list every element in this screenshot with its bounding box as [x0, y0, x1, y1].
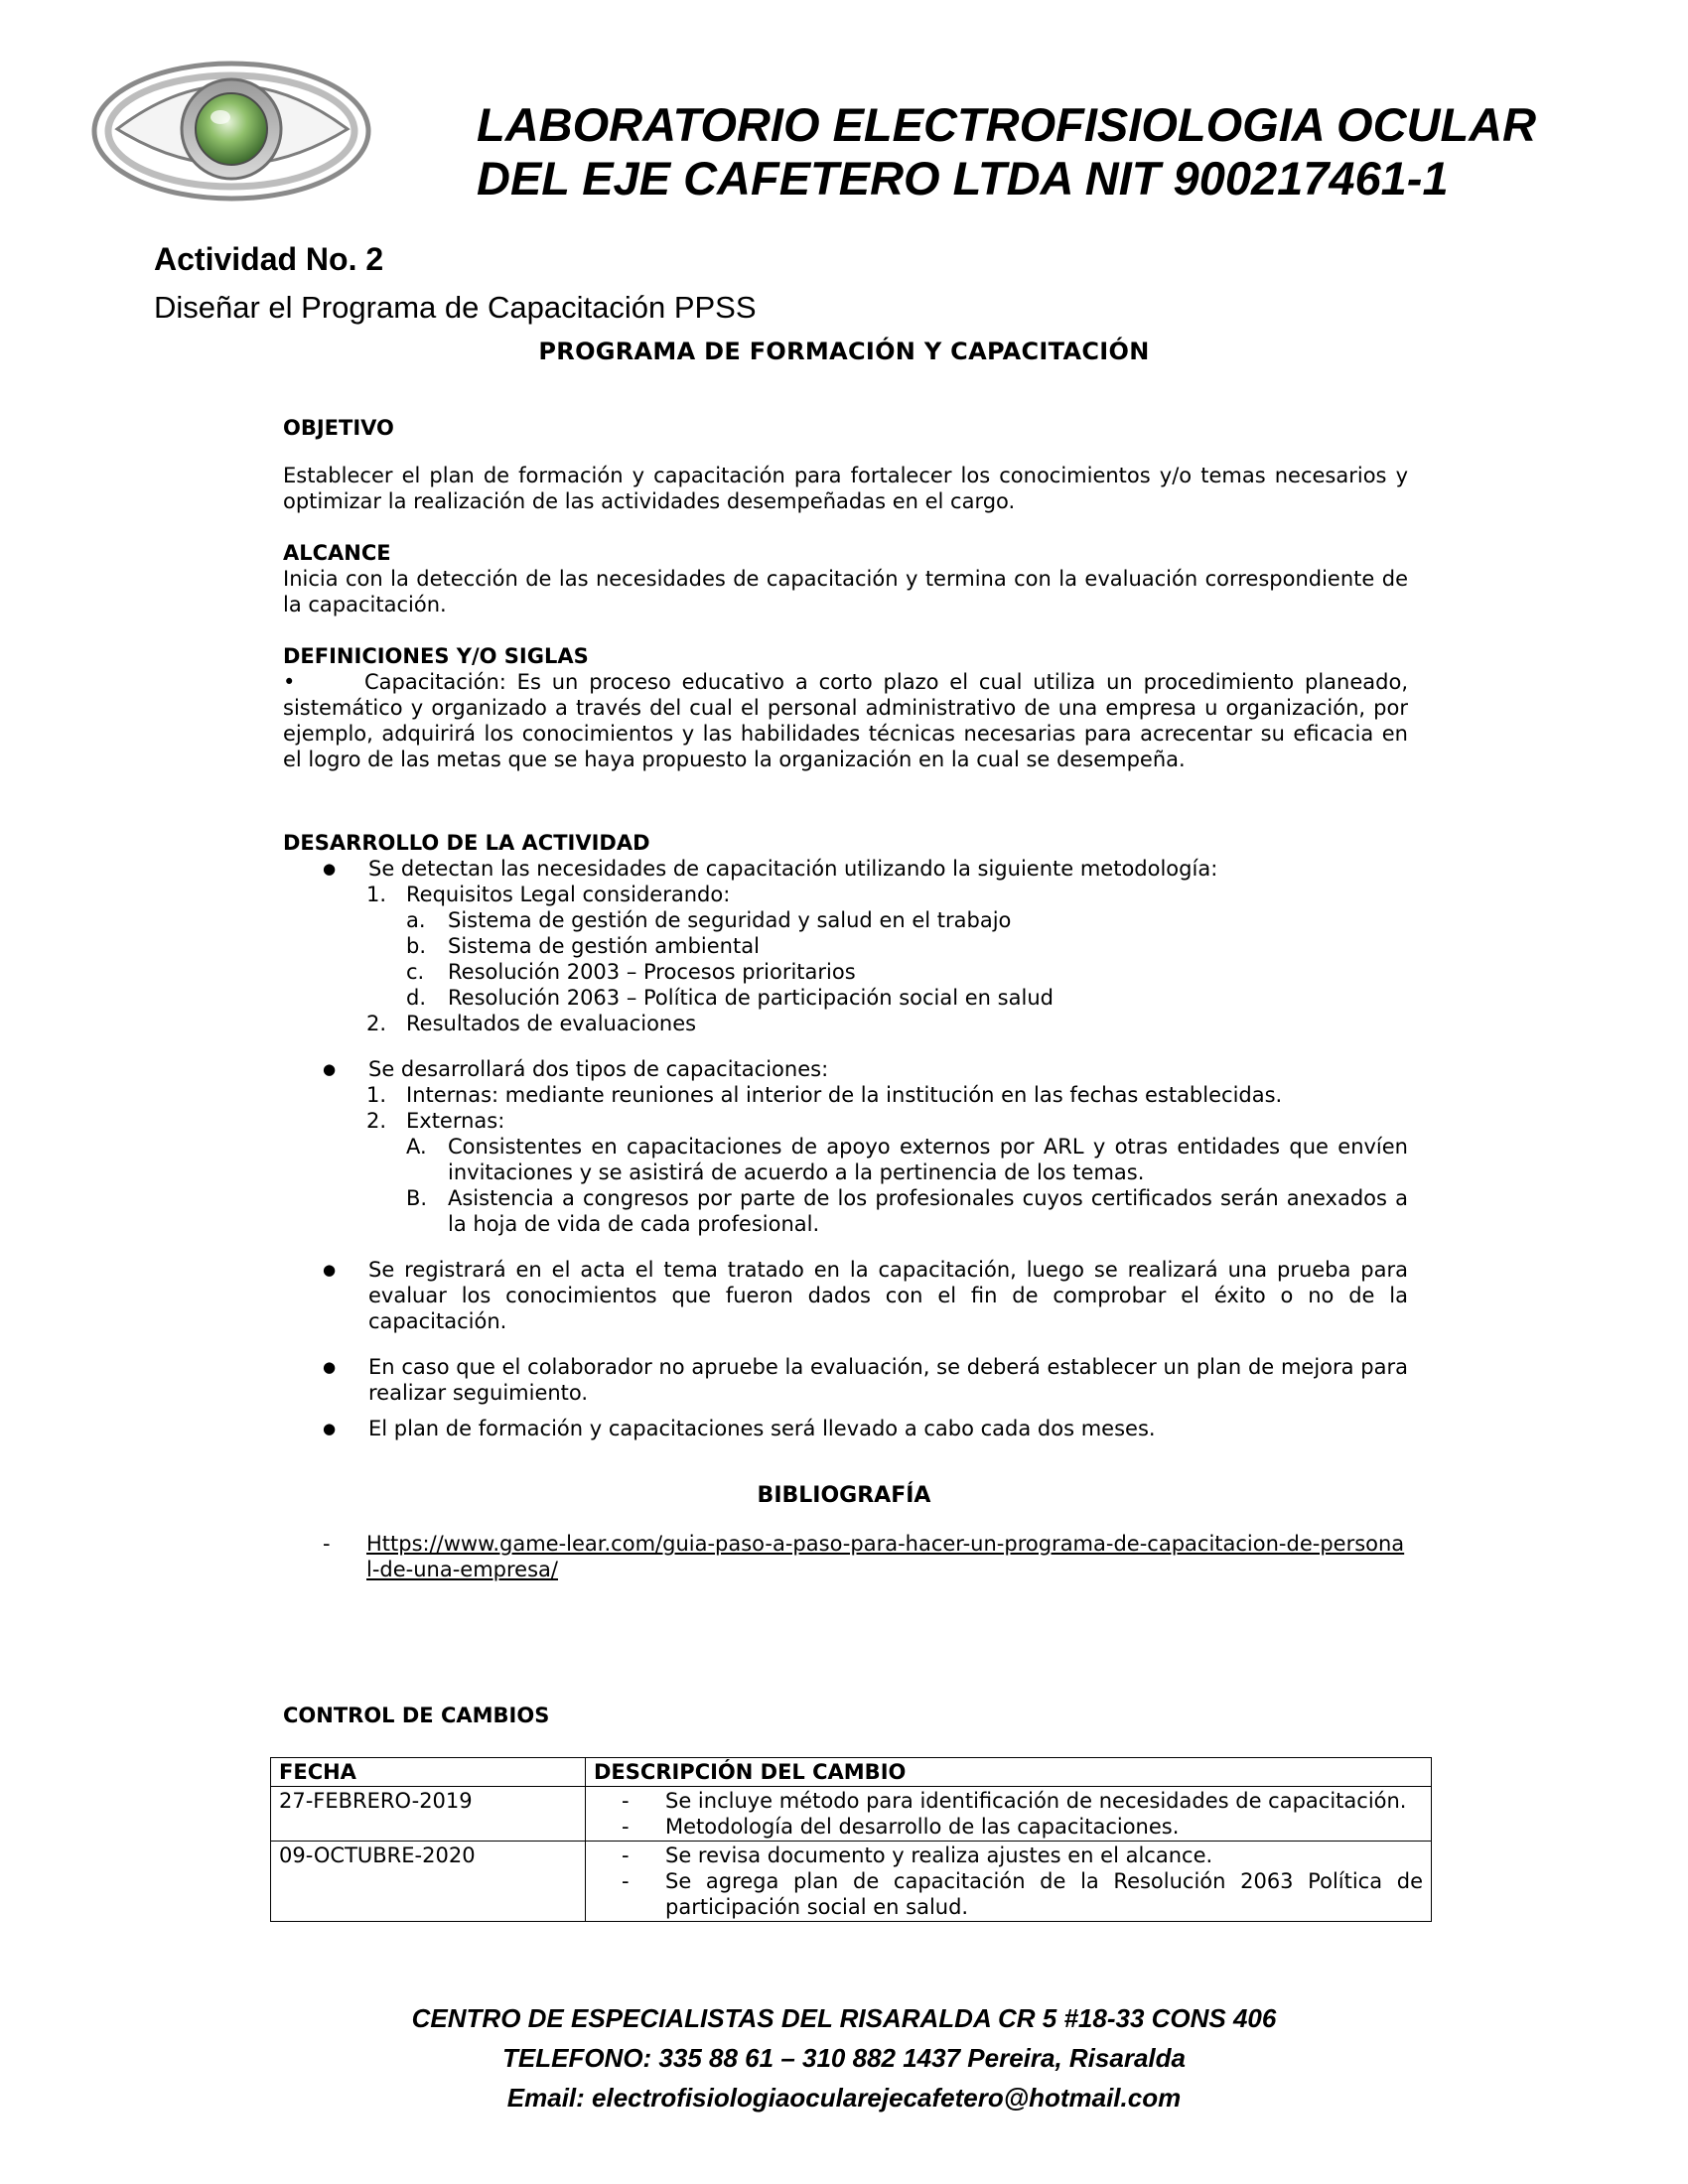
list-marker: A. [406, 1135, 427, 1159]
list-marker: b. [406, 934, 427, 958]
table-cell-description [586, 1787, 1432, 1842]
definiciones-bullet: • [283, 670, 296, 694]
desarrollo-b4-text: En caso que el colaborador no apruebe la evaluación, se deberá establecer un plan de mejora para realizar seguimiento. [368, 1355, 1408, 1405]
table-cell-description [586, 1842, 1432, 1922]
list-marker: 2. [366, 1109, 387, 1133]
list-marker: B. [406, 1186, 428, 1210]
list-item [323, 1531, 1408, 1582]
change-text: Se revisa documento y realiza ajustes en el alcance. [665, 1843, 1213, 1867]
desarrollo-heading: DESARROLLO DE LA ACTIVIDAD [283, 831, 650, 855]
list-item [406, 1134, 1408, 1185]
header-title-line2: DEL EJE CAFETERO LTDA NIT 900217461-1 [477, 152, 1449, 205]
change-text: Se agrega plan de capacitación de la Resolución 2063 Política de participación social en salud. [665, 1869, 1423, 1919]
table-row [271, 1842, 1432, 1922]
list-item-text: Sistema de gestión de seguridad y salud en el trabajo [448, 908, 1012, 932]
list-item [622, 1868, 1423, 1920]
list-marker: 1. [366, 883, 387, 906]
alcance-text: Inicia con la detección de las necesidades de capacitación y termina con la evaluación correspondiente de la capacitación. [283, 567, 1408, 616]
document-body [283, 415, 1408, 1582]
list-marker: d. [406, 986, 427, 1010]
change-text: Metodología del desarrollo de las capacitaciones. [665, 1815, 1180, 1839]
list-item-text: Resultados de evaluaciones [406, 1012, 697, 1035]
table-cell-date: 27-FEBRERO-2019 [271, 1787, 586, 1842]
definiciones-body: Capacitación: Es un proceso educativo a corto plazo el cual utiliza un procedimiento planeado, sistemático y organizado a través del cual el personal administrativo de una empresa u organización, por ejemplo, adquirirá los conocimientos y las habilidades técnicas necesarias para acrecentar su eficacia en el logro de las metas que se haya propuesto la organización en la cual se desempeña. [283, 670, 1408, 771]
list-item [622, 1788, 1423, 1814]
bullet-marker: ● [323, 1358, 337, 1376]
list-item-text: Internas: mediante reuniones al interior de la institución en las fechas establecidas. [406, 1083, 1283, 1107]
bullet-marker: ● [323, 860, 337, 878]
document-title: PROGRAMA DE FORMACIÓN Y CAPACITACIÓN [538, 338, 1150, 365]
column-header: FECHA [271, 1758, 586, 1787]
footer-address: CENTRO DE ESPECIALISTAS DEL RISARALDA CR 5 #18-33 CONS 406 [411, 2003, 1277, 2033]
list-item [366, 882, 1408, 907]
list-marker: a. [406, 908, 426, 932]
list-item-text: Consistentes en capacitaciones de apoyo externos por ARL y otras entidades que envíen invitaciones y se asistirá de acuerdo a la pertinencia de los temas. [448, 1135, 1408, 1184]
desarrollo-b3-text: Se registrará en el acta el tema tratado en la capacitación, luego se realizará una prueba para evaluar los conocimientos que fueron dados con el fin de comprobar el éxito o no de la capacitación. [368, 1258, 1408, 1333]
table-cell-date: 09-OCTUBRE-2020 [271, 1842, 586, 1922]
list-item [622, 1843, 1423, 1868]
list-marker: - [622, 1815, 630, 1839]
list-item [321, 1354, 1408, 1406]
list-item [321, 1416, 1408, 1441]
list-marker: 1. [366, 1083, 387, 1107]
definiciones-heading: DEFINICIONES Y/O SIGLAS [283, 644, 589, 668]
control-heading: CONTROL DE CAMBIOS [283, 1704, 550, 1727]
list-item-text: Asistencia a congresos por parte de los profesionales cuyos certificados serán anexados a la hoja de vida de cada profesional. [448, 1186, 1408, 1236]
list-item [622, 1814, 1423, 1840]
footer-email: Email: electrofisiologiaocularejecafetero@hotmail.com [506, 2083, 1182, 2113]
list-marker: - [622, 1843, 630, 1867]
activity-title: Actividad No. 2 [154, 241, 384, 277]
list-marker: - [622, 1869, 630, 1893]
definiciones-text [283, 669, 1408, 772]
bullet-marker: ● [323, 1261, 337, 1279]
desarrollo-b1-text: Se detectan las necesidades de capacitación utilizando la siguiente metodología: [368, 857, 1218, 881]
list-item-text: Externas: [406, 1109, 505, 1133]
bibliografia-link[interactable]: Https://www.game-lear.com/guia-paso-a-paso-para-hacer-un-programa-de-capacitacion-de-personal-de-una-empresa/ [366, 1532, 1405, 1581]
list-item [406, 933, 1408, 959]
list-item-text: Requisitos Legal considerando: [406, 883, 731, 906]
list-marker: - [622, 1789, 630, 1813]
changes-table [270, 1757, 1432, 1922]
eye-logo-icon [87, 52, 375, 210]
desarrollo-b5-text: El plan de formación y capacitaciones será llevado a cabo cada dos meses. [368, 1417, 1156, 1440]
change-text: Se incluye método para identificación de necesidades de capacitación. [665, 1789, 1407, 1813]
list-item [406, 907, 1408, 933]
list-item [321, 856, 1408, 882]
footer-phone: TELEFONO: 335 88 61 – 310 882 1437 Pereira, Risaralda [502, 2043, 1186, 2073]
objetivo-heading: OBJETIVO [283, 416, 394, 440]
list-item-text: Sistema de gestión ambiental [448, 934, 760, 958]
list-item-text: Resolución 2063 – Política de participación social en salud [448, 986, 1054, 1010]
list-item [406, 959, 1408, 985]
list-item [366, 1082, 1408, 1108]
bibliografia-heading: BIBLIOGRAFÍA [757, 1483, 931, 1508]
desarrollo-b2-text: Se desarrollará dos tipos de capacitaciones: [368, 1057, 829, 1081]
list-marker: 2. [366, 1012, 387, 1035]
bullet-marker: ● [323, 1060, 337, 1078]
list-item [321, 1257, 1408, 1334]
list-item [406, 1185, 1408, 1237]
table-row [271, 1787, 1432, 1842]
objetivo-text: Establecer el plan de formación y capacitación para fortalecer los conocimientos y/o temas necesarios y optimizar la realización de las actividades desempeñadas en el cargo. [283, 464, 1408, 513]
list-item-text: Resolución 2003 – Procesos prioritarios [448, 960, 856, 984]
list-item [406, 985, 1408, 1011]
alcance-heading: ALCANCE [283, 541, 391, 565]
list-marker: - [323, 1532, 331, 1556]
list-item [321, 1056, 1408, 1082]
column-header: DESCRIPCIÓN DEL CAMBIO [586, 1758, 1432, 1787]
list-marker: c. [406, 960, 425, 984]
header-title-line1: LABORATORIO ELECTROFISIOLOGIA OCULAR [477, 98, 1537, 151]
bullet-marker: ● [323, 1420, 337, 1437]
list-item [366, 1108, 1408, 1134]
list-item [366, 1011, 1408, 1036]
table-header-row [271, 1758, 1432, 1787]
activity-subtitle: Diseñar el Programa de Capacitación PPSS [154, 290, 757, 325]
